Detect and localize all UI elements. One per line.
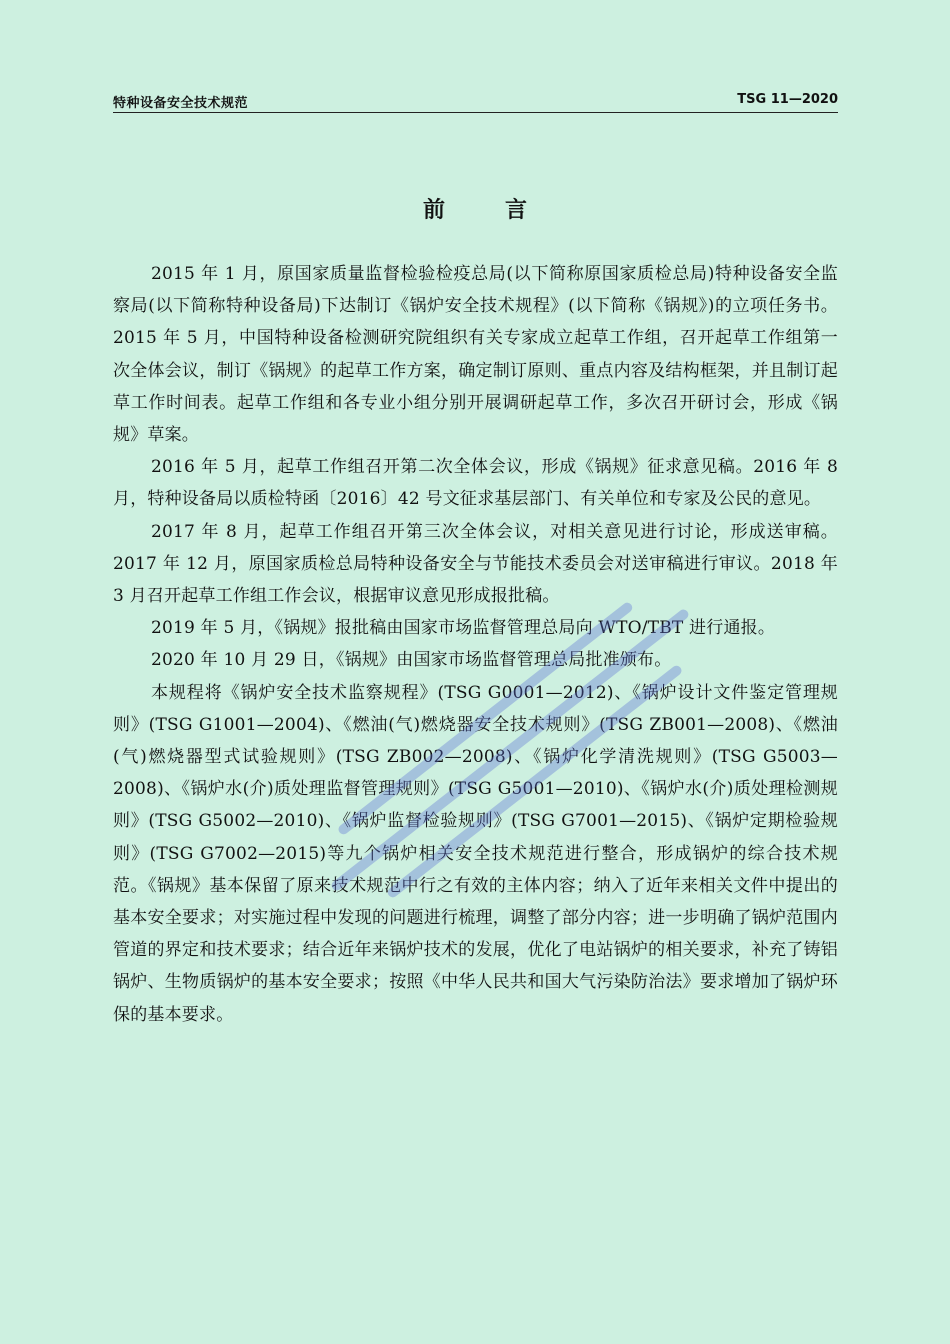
paragraph: 2020 年 10 月 29 日，《锅规》由国家市场监督管理总局批准颁布。 [151,650,672,671]
paragraph: 2017 年 8 月，起草工作组召开第三次全体会议，对相关意见进行讨论，形成送审稿。2017 年 12 月，原国家质检总局特种设备安全与节能技术委员会对送审稿进行审议。2018 年 3 月召开起草工作组工作会议，根据审议意见形成报批稿。 [113,521,838,607]
header-series-title: 特种设备安全技术规范 [113,96,249,111]
paragraph: 2016 年 5 月，起草工作组召开第二次全体会议，形成《锅规》征求意见稿。2016 年 8 月，特种设备局以质检特函〔2016〕42 号文征求基层部门、有关单位和专家及公民的意见。 [113,457,838,510]
paragraph: 2015 年 1 月，原国家质量监督检验检疫总局(以下简称原国家质检总局)特种设备安全监察局(以下简称特种设备局)下达制订《锅炉安全技术规程》(以下简称《锅规》)的立项任务书。2015 年 5 月，中国特种设备检测研究院组织有关专家成立起草工作组，召开起草工作组第一次全体会议，制订《锅规》的起草工作方案，确定制订原则、重点内容及结构框架，并且制订起草工作时间表。起草工作组和各专业小组分别开展调研起草工作，多次召开研讨会，形成《锅规》草案。 [113,264,838,446]
page-header [113,92,838,113]
paragraph: 2019 年 5 月，《锅规》报批稿由国家市场监督管理总局向 WTO/TBT 进行通报。 [151,618,776,639]
paragraph: 本规程将《锅炉安全技术监察规程》(TSG G0001—2012)、《锅炉设计文件鉴定管理规则》(TSG G1001—2004)、《燃油(气)燃烧器安全技术规则》(TSG ZB001—2008)、《燃油(气)燃烧器型式试验规则》(TSG ZB002—2008)、《锅炉化学清洗规则》(TSG G5003—2008)、《锅炉水(介)质处理监督管理规则》(TSG G5001—2010)、《锅炉水(介)质处理检测规则》(TSG G5002—2010)、《锅炉监督检验规则》(TSG G7001—2015)、《锅炉定期检验规则》(TSG G7002—2015)等九个锅炉相关安全技术规范进行整合，形成锅炉的综合技术规范。《锅规》基本保留了原来技术规范中行之有效的主体内容；纳入了近年来相关文件中提出的基本安全要求；对实施过程中发现的问题进行梳理，调整了部分内容；进一步明确了锅炉范围内管道的界定和技术要求；结合近年来锅炉技术的发展，优化了电站锅炉的相关要求，补充了铸铝锅炉、生物质锅炉的基本安全要求；按照《中华人民共和国大气污染防治法》要求增加了锅炉环保的基本要求。 [113,682,838,1025]
section-title: 前言 [422,198,587,223]
preface-body [113,258,838,1031]
header-standard-code: TSG 11—2020 [737,92,838,107]
